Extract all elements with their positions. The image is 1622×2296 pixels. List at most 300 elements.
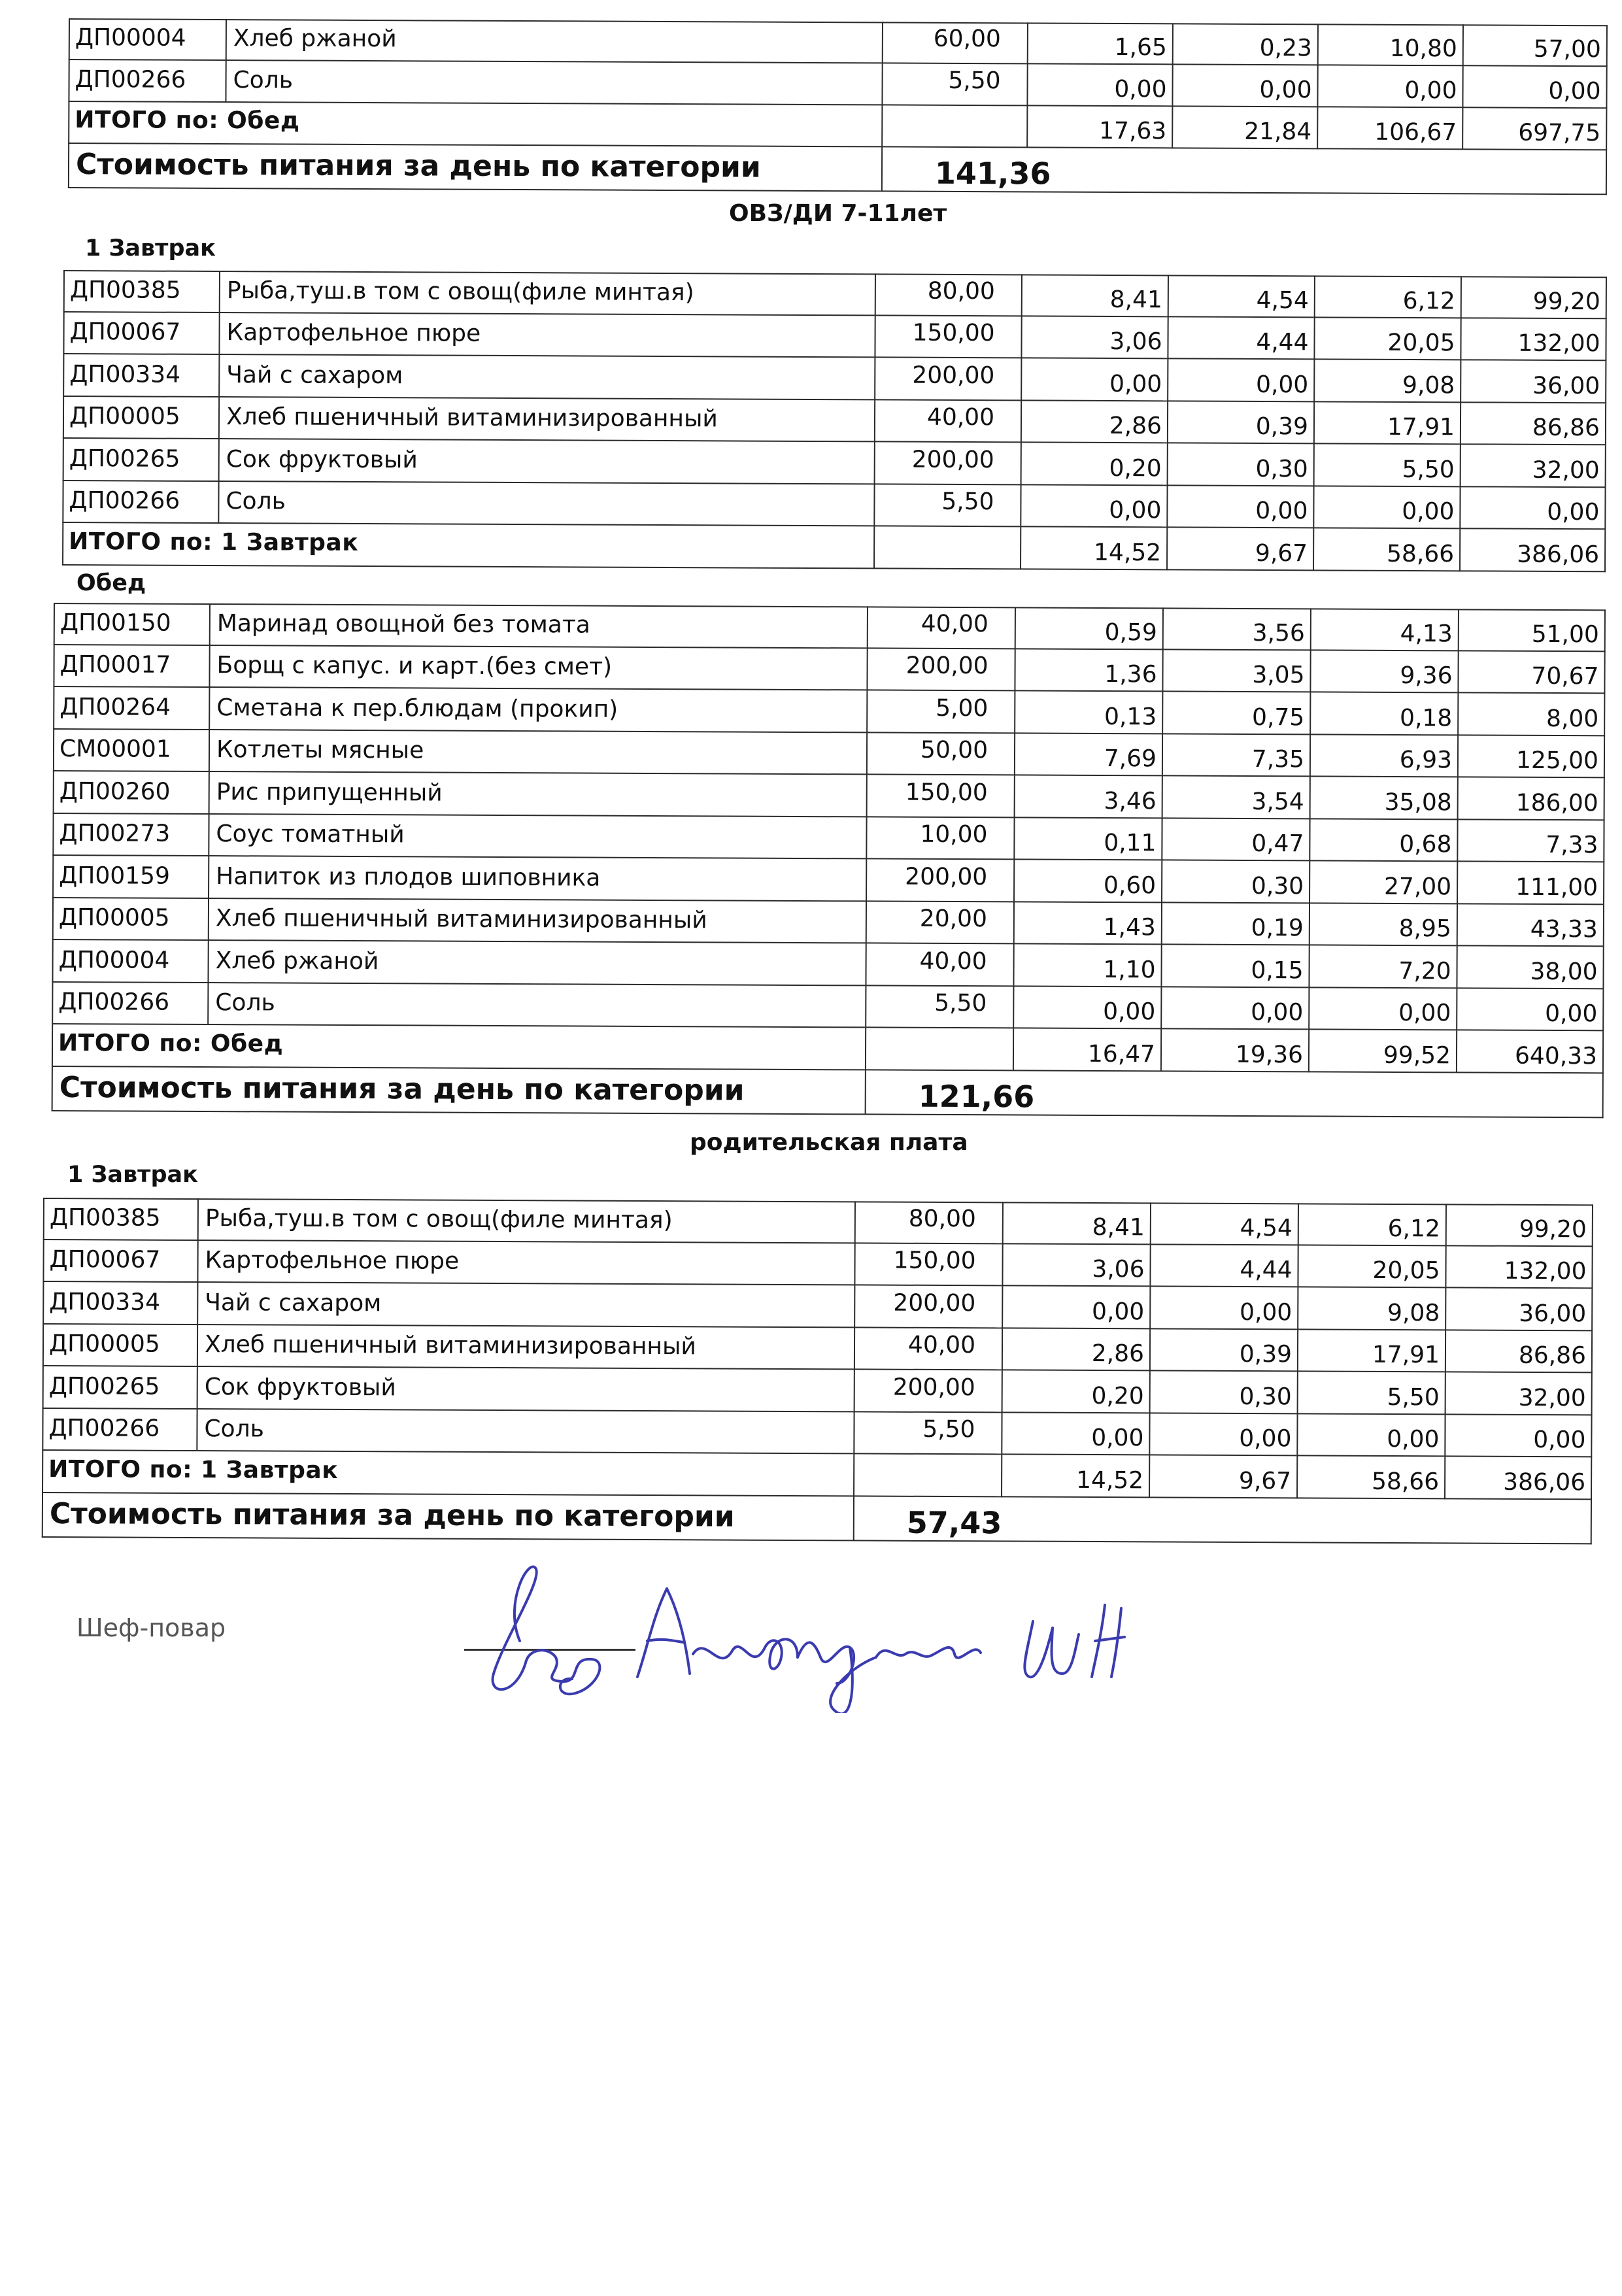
cell-carb: [1313, 402, 1460, 445]
cell-kcal: [1461, 276, 1607, 318]
section-breakfast-parent: 1 Завтрак: [67, 1162, 198, 1188]
name-value: Сок фруктовый: [204, 1373, 396, 1401]
cell-mass: [867, 606, 1015, 649]
carb-value: 20,05: [1372, 1257, 1440, 1285]
cell-protein: [1002, 1202, 1150, 1244]
cell-kcal: [1457, 862, 1604, 904]
cell-fat: [1167, 317, 1313, 360]
kcal-value: 0,00: [1547, 498, 1600, 526]
protein-value: 0,20: [1091, 1382, 1144, 1410]
fat-value: 0,00: [1259, 76, 1312, 104]
cell-kcal: [1460, 360, 1606, 403]
protein-value: 0,00: [1114, 75, 1167, 103]
cell-carb: [1313, 318, 1460, 360]
cell-protein: [1021, 401, 1167, 443]
fat-value: 4,54: [1240, 1214, 1293, 1241]
mass-value: 50,00: [920, 736, 988, 764]
cell-name: [218, 313, 874, 358]
carb-value: 9,36: [1400, 662, 1453, 690]
table-row: [52, 898, 1604, 947]
carb-value: 5,50: [1387, 1383, 1440, 1411]
cell-carb: [1297, 1330, 1445, 1372]
total-mass-cell: [853, 1454, 1001, 1496]
total-protein-value: 14,52: [1093, 539, 1162, 566]
fat-value: 0,30: [1239, 1383, 1292, 1410]
daily-cost-label-cell: [42, 1493, 853, 1541]
protein-value: 3,46: [1104, 787, 1157, 815]
cell-mass: [865, 986, 1013, 1028]
cell-name: [218, 482, 873, 527]
kcal-value: 111,00: [1515, 873, 1598, 901]
table-row: [53, 645, 1605, 694]
cell-carb: [1297, 1372, 1445, 1414]
cell-name: [226, 19, 882, 63]
protein-value: 0,11: [1104, 830, 1157, 857]
mass-value: 5,50: [948, 67, 1001, 95]
kcal-value: 36,00: [1519, 1300, 1587, 1327]
fat-value: 0,00: [1240, 1298, 1293, 1326]
cell-fat: [1161, 860, 1309, 903]
daily-cost-row: [42, 1493, 1592, 1544]
total-label: ИТОГО по: Обед: [75, 107, 300, 135]
cell-carb: [1297, 1287, 1445, 1330]
cell-fat: [1172, 23, 1317, 65]
carb-value: 0,00: [1404, 76, 1457, 105]
cell-kcal: [1457, 735, 1605, 778]
cell-kcal: [1456, 946, 1604, 988]
cell-mass: [874, 400, 1021, 443]
carb-value: 17,91: [1387, 413, 1455, 441]
name-value: Рыба,туш.в том с овощ(филе минтая): [226, 277, 694, 306]
table-row: [53, 771, 1605, 820]
cell-fat: [1149, 1245, 1297, 1287]
total-kcal-value: 386,06: [1503, 1468, 1586, 1496]
total-protein: [1001, 1455, 1149, 1497]
fat-value: 0,30: [1251, 872, 1304, 900]
total-protein: [1026, 106, 1172, 148]
total-fat-value: 19,36: [1235, 1041, 1304, 1068]
cell-fat: [1162, 734, 1309, 777]
cell-name: [219, 271, 875, 316]
cell-fat: [1161, 819, 1309, 861]
cell-mass: [882, 22, 1027, 64]
cell-name: [196, 1410, 853, 1455]
table-row: [53, 687, 1605, 736]
total-mass-cell: [865, 1028, 1013, 1070]
code-value: ДП00266: [48, 1415, 160, 1442]
fat-value: 0,23: [1259, 34, 1312, 62]
table-row: [43, 1198, 1593, 1247]
cell-mass: [873, 484, 1020, 527]
protein-value: 0,00: [1109, 370, 1162, 397]
mass-value: 200,00: [892, 1374, 975, 1401]
protein-value: 0,13: [1104, 703, 1157, 730]
total-label: ИТОГО по: 1 Завтрак: [48, 1455, 339, 1484]
carb-value: 0,00: [1398, 999, 1451, 1027]
cell-protein: [1021, 358, 1167, 401]
mass-value: 40,00: [926, 403, 995, 431]
total-carb-value: 58,66: [1371, 1468, 1440, 1495]
protein-value: 0,00: [1103, 998, 1156, 1026]
total-fat: [1166, 528, 1313, 570]
cell-name: [207, 941, 865, 986]
name-value: Хлеб пшеничный витаминизированный: [215, 905, 707, 934]
cell-kcal: [1460, 318, 1606, 361]
name-value: Картофельное пюре: [226, 319, 481, 347]
table-row: [62, 481, 1606, 530]
cell-fat: [1149, 1287, 1297, 1329]
cell-code: [69, 18, 226, 61]
cell-protein: [1002, 1286, 1149, 1328]
daily-cost-label-cell: [52, 1066, 865, 1115]
cell-protein: [1014, 734, 1162, 776]
mass-value: 5,50: [934, 989, 987, 1017]
cell-kcal: [1445, 1330, 1593, 1373]
name-value: Котлеты мясные: [216, 736, 424, 764]
table-row: [69, 18, 1608, 67]
cell-code: [63, 270, 219, 313]
total-fat: [1172, 107, 1317, 149]
mass-value: 5,00: [936, 694, 988, 722]
name-value: Рис припущенный: [216, 778, 443, 807]
cell-fat: [1167, 443, 1313, 486]
cell-fat: [1167, 359, 1313, 401]
cell-kcal: [1460, 403, 1606, 445]
name-value: Хлеб пшеничный витаминизированный: [226, 403, 718, 433]
name-value: Борщ с капус. и карт.(без смет): [216, 652, 613, 681]
cell-carb: [1309, 650, 1457, 693]
cell-fat: [1161, 903, 1309, 945]
cell-fat: [1150, 1202, 1298, 1245]
cell-mass: [874, 316, 1021, 358]
daily-cost-label: Стоимость питания за день по категории: [59, 1071, 745, 1107]
cell-protein: [1027, 22, 1172, 65]
kcal-value: 99,20: [1532, 288, 1600, 315]
mass-value: 200,00: [893, 1289, 976, 1317]
daily-cost-label-cell: [68, 144, 881, 192]
fat-value: 7,35: [1251, 745, 1305, 773]
code-value: ДП00004: [58, 946, 170, 974]
cell-kcal: [1457, 651, 1605, 694]
mass-value: 80,00: [908, 1205, 976, 1232]
cell-protein: [1001, 1413, 1149, 1455]
cell-protein: [1002, 1370, 1149, 1413]
fat-value: 3,54: [1251, 788, 1304, 815]
cell-fat: [1149, 1371, 1297, 1413]
cell-code: [43, 1198, 197, 1241]
carb-value: 0,18: [1400, 704, 1453, 732]
table-row: [52, 813, 1604, 862]
cell-code: [53, 771, 209, 815]
cell-kcal: [1457, 693, 1605, 735]
total-protein-value: 17,63: [1099, 117, 1167, 145]
cell-mass: [854, 1285, 1002, 1328]
mass-value: 200,00: [905, 863, 988, 890]
table-row: [52, 856, 1604, 905]
cell-mass: [866, 859, 1013, 902]
cell-code: [52, 982, 207, 1025]
cell-protein: [1002, 1328, 1149, 1371]
cell-protein: [1002, 1244, 1149, 1287]
cell-mass: [854, 1243, 1002, 1286]
carb-value: 27,00: [1383, 873, 1452, 900]
cell-code: [63, 396, 218, 439]
cell-carb: [1313, 486, 1459, 529]
cell-kcal: [1445, 1288, 1593, 1330]
cell-name: [209, 688, 866, 733]
cell-carb: [1296, 1414, 1444, 1457]
daily-cost-value-cell: [853, 1496, 1592, 1544]
cell-name: [197, 1367, 854, 1412]
daily-cost-label: Стоимость питания за день по категории: [49, 1497, 735, 1534]
cell-name: [208, 815, 866, 860]
cell-fat: [1162, 692, 1309, 734]
cell-name: [197, 1325, 854, 1370]
cell-protein: [1021, 274, 1168, 316]
total-fat-value: 9,67: [1238, 1467, 1292, 1494]
code-value: ДП00266: [69, 487, 180, 515]
protein-value: 0,00: [1092, 1298, 1145, 1325]
name-value: Чай с сахаром: [205, 1289, 382, 1317]
code-value: ДП00266: [58, 988, 170, 1016]
name-value: Сок фруктовый: [226, 445, 418, 473]
cell-protein: [1020, 485, 1166, 528]
code-value: ДП00265: [48, 1372, 160, 1400]
kcal-value: 125,00: [1515, 747, 1599, 775]
code-value: ДП00159: [59, 862, 170, 890]
cell-name: [225, 61, 881, 105]
code-value: СМ00001: [59, 735, 171, 763]
name-value: Соль: [204, 1415, 264, 1443]
fat-value: 0,00: [1251, 998, 1304, 1026]
fat-value: 0,75: [1252, 703, 1305, 731]
protein-value: 1,43: [1103, 914, 1156, 941]
cell-fat: [1162, 776, 1309, 819]
mass-value: 40,00: [907, 1331, 976, 1359]
code-value: ДП00067: [49, 1246, 161, 1274]
carb-value: 5,50: [1402, 456, 1455, 483]
cell-carb: [1298, 1203, 1445, 1245]
code-value: ДП00005: [48, 1330, 160, 1358]
total-mass-cell: [881, 105, 1026, 148]
cell-protein: [1013, 987, 1160, 1029]
cell-fat: [1162, 607, 1310, 650]
kcal-value: 43,33: [1530, 915, 1598, 943]
total-carb: [1296, 1456, 1444, 1498]
mass-value: 150,00: [912, 319, 995, 347]
table-row: [63, 354, 1606, 403]
cell-protein: [1013, 902, 1161, 945]
cell-kcal: [1460, 445, 1606, 487]
table-row: [63, 312, 1606, 361]
total-protein-value: 16,47: [1087, 1040, 1156, 1068]
section-lunch-ovz: Обед: [76, 570, 146, 596]
cell-carb: [1313, 444, 1460, 486]
cell-carb: [1297, 1245, 1445, 1288]
protein-value: 0,59: [1104, 618, 1157, 646]
section-breakfast-ovz: 1 Завтрак: [85, 235, 216, 262]
protein-value: 0,20: [1109, 454, 1162, 482]
mass-value: 5,50: [941, 488, 994, 516]
cell-fat: [1168, 275, 1314, 317]
category-title-ovz: ОВЗ/ДИ 7-11лет: [729, 200, 947, 227]
total-carb: [1308, 1030, 1456, 1072]
carb-value: 20,05: [1387, 329, 1455, 357]
total-label-cell: [52, 1024, 865, 1070]
carb-value: 0,00: [1402, 498, 1455, 526]
cell-name: [208, 856, 866, 902]
name-value: Соль: [226, 488, 286, 515]
daily-cost-value-cell: [865, 1070, 1604, 1118]
name-value: Маринад овощной без томата: [216, 609, 591, 639]
chef-label: Шеф-повар: [76, 1613, 226, 1642]
table-row: [42, 1408, 1592, 1457]
name-value: Рыба,туш.в том с овощ(филе минтая): [205, 1204, 673, 1234]
cell-carb: [1308, 988, 1456, 1030]
mass-value: 150,00: [905, 779, 988, 806]
total-carb-value: 106,67: [1374, 118, 1457, 146]
fat-value: 4,44: [1240, 1256, 1293, 1284]
cell-carb: [1313, 360, 1460, 402]
cell-carb: [1317, 24, 1462, 66]
protein-value: 0,00: [1109, 496, 1162, 524]
cell-mass: [875, 273, 1021, 316]
cell-code: [63, 312, 218, 355]
cell-protein: [1014, 649, 1162, 692]
cell-mass: [881, 63, 1026, 106]
carb-value: 7,20: [1398, 957, 1451, 985]
kcal-value: 32,00: [1518, 1384, 1586, 1411]
mass-value: 10,00: [920, 820, 988, 849]
cell-mass: [866, 902, 1013, 944]
protein-value: 0,00: [1091, 1424, 1144, 1452]
kcal-value: 32,00: [1532, 456, 1600, 484]
table-row: [42, 1282, 1593, 1331]
code-value: ДП00385: [49, 1204, 161, 1232]
total-kcal-value: 640,33: [1514, 1042, 1598, 1070]
cell-carb: [1309, 777, 1457, 819]
total-fat: [1160, 1029, 1308, 1072]
cell-protein: [1013, 860, 1161, 902]
mass-value: 5,50: [922, 1415, 975, 1443]
protein-value: 1,36: [1104, 661, 1157, 688]
cell-mass: [854, 1328, 1002, 1370]
carb-value: 6,12: [1387, 1215, 1440, 1242]
total-row: [68, 102, 1607, 150]
name-value: Хлеб ржаной: [233, 25, 397, 53]
cell-carb: [1308, 945, 1456, 988]
name-value: Напиток из плодов шиповника: [216, 862, 601, 892]
cell-kcal: [1462, 24, 1608, 67]
total-kcal: [1456, 1030, 1604, 1073]
cell-kcal: [1457, 820, 1604, 862]
cell-name: [209, 603, 867, 649]
cell-carb: [1309, 819, 1457, 862]
cell-fat: [1149, 1413, 1296, 1456]
table-row: [52, 940, 1604, 989]
kcal-value: 0,00: [1545, 1000, 1598, 1028]
cell-code: [52, 813, 208, 856]
total-label-cell: [68, 102, 881, 147]
code-value: ДП00005: [58, 904, 170, 932]
code-value: ДП00273: [59, 820, 171, 847]
mass-value: 200,00: [912, 362, 995, 389]
cell-kcal: [1457, 904, 1604, 947]
fat-value: 0,00: [1255, 497, 1308, 525]
cell-kcal: [1445, 1246, 1593, 1289]
total-kcal-value: 697,75: [1518, 119, 1601, 147]
kcal-value: 70,67: [1531, 662, 1599, 690]
cell-mass: [854, 1201, 1002, 1243]
cell-code: [53, 729, 209, 772]
name-value: Чай с сахаром: [226, 361, 403, 389]
code-value: ДП00334: [69, 360, 181, 388]
fat-value: 0,39: [1239, 1340, 1293, 1368]
total-label: ИТОГО по: Обед: [58, 1029, 284, 1058]
fat-value: 0,00: [1239, 1425, 1292, 1453]
carb-value: 10,80: [1389, 35, 1457, 63]
cell-kcal: [1458, 609, 1606, 651]
cell-protein: [1013, 818, 1161, 860]
cell-mass: [866, 817, 1013, 860]
total-row: [42, 1451, 1592, 1500]
kcal-value: 51,00: [1531, 620, 1599, 648]
cell-mass: [866, 649, 1014, 691]
daily-cost-value: 121,66: [918, 1078, 1035, 1115]
carb-value: 35,08: [1384, 788, 1452, 816]
cell-carb: [1314, 275, 1461, 318]
table-row: [63, 396, 1606, 445]
code-value: ДП00150: [59, 609, 171, 637]
fat-value: 3,05: [1252, 662, 1305, 689]
cell-code: [42, 1366, 197, 1410]
total-protein: [1013, 1028, 1160, 1071]
cell-code: [68, 60, 225, 103]
daily-cost-row: [68, 144, 1607, 195]
cell-code: [52, 856, 208, 899]
code-value: ДП00260: [59, 777, 171, 805]
cell-name: [197, 1198, 854, 1243]
daily-cost-value: 141,36: [934, 155, 1051, 192]
kcal-value: 7,33: [1546, 831, 1598, 859]
cell-code: [42, 1408, 196, 1451]
name-value: Хлеб пшеничный витаминизированный: [204, 1331, 696, 1360]
total-fat-value: 21,84: [1244, 118, 1312, 146]
cell-fat: [1162, 650, 1309, 692]
name-value: Хлеб ржаной: [215, 947, 379, 975]
cell-name: [218, 397, 874, 443]
cell-carb: [1309, 692, 1457, 735]
mass-value: 40,00: [919, 947, 987, 975]
cell-fat: [1166, 486, 1313, 528]
total-fat-value: 9,67: [1255, 539, 1308, 567]
code-value: ДП00265: [69, 445, 180, 473]
cell-fat: [1149, 1329, 1297, 1372]
cell-code: [63, 439, 218, 482]
name-value: Картофельное пюре: [205, 1247, 460, 1275]
table-row: [68, 60, 1607, 109]
carb-value: 9,08: [1402, 371, 1455, 399]
total-kcal: [1462, 108, 1607, 150]
fat-value: 4,44: [1256, 328, 1309, 356]
total-label-cell: [62, 523, 873, 569]
table-row: [63, 439, 1606, 488]
cell-mass: [874, 442, 1021, 484]
total-row: [62, 523, 1606, 572]
carb-value: 0,00: [1387, 1425, 1440, 1453]
cell-fat: [1172, 65, 1317, 107]
cell-mass: [866, 690, 1014, 733]
